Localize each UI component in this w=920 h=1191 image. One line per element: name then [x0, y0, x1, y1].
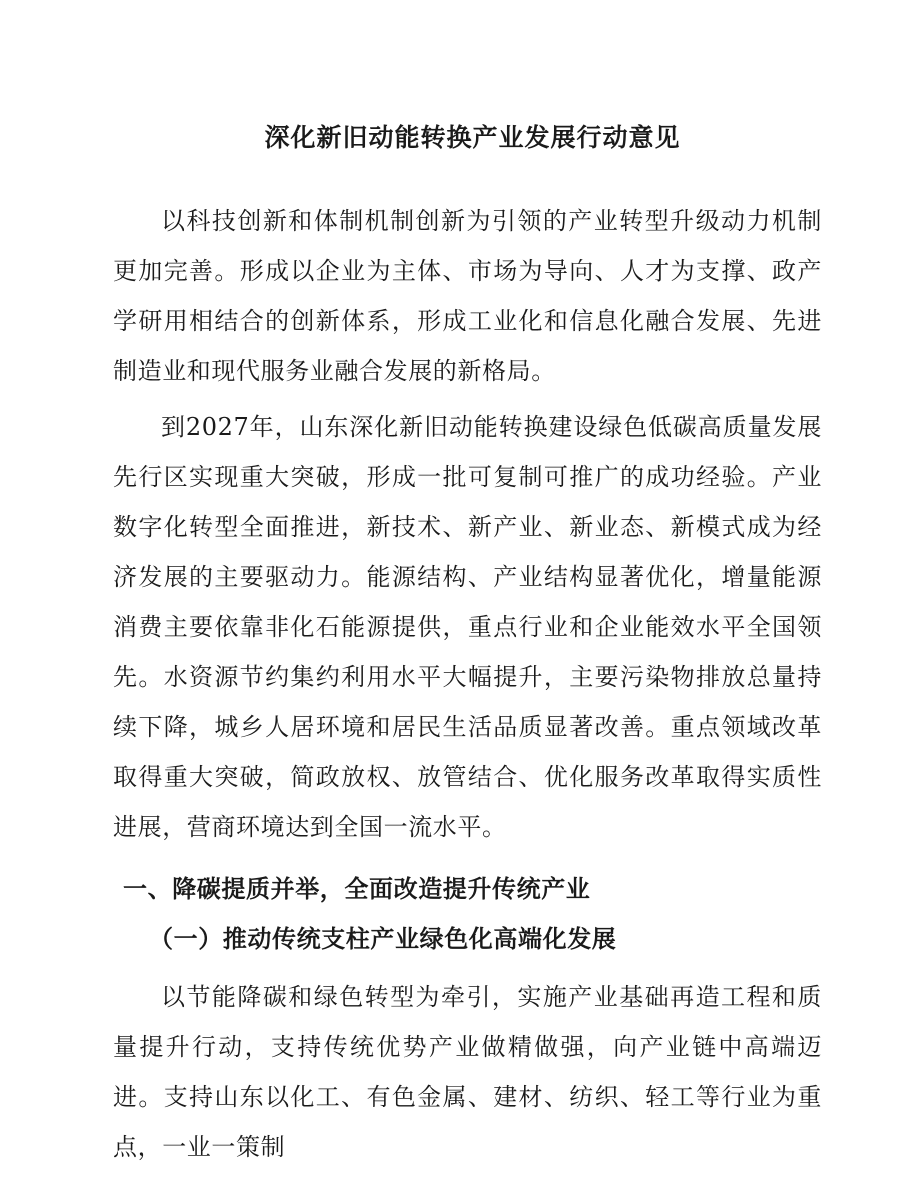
paragraph-goals: 以科技创新和体制机制创新为引领的产业转型升级动力机制更加完善。形成以企业为主体、市场为导向、人才为支撑、政产学研用相结合的创新体系，形成工业化和信息化融合发展、先进制造业和现代服务业融合发展的新格局。: [113, 207, 822, 385]
paragraph-subsection-body: 以节能降碳和绿色转型为牵引，实施产业基础再造工程和质量提升行动，支持传统优势产业做精做强，向产业链中高端迈进。支持山东以化工、有色金属、建材、纺织、轻工等行业为重点，一业一策制: [113, 983, 822, 1161]
section-heading: 一、降碳提质并举，全面改造提升传统产业: [123, 875, 591, 903]
paragraph-2027-targets: 到2027年，山东深化新旧动能转换建设绿色低碳高质量发展先行区实现重大突破，形成一批可复制可推广的成功经验。产业数字化转型全面推进，新技术、新产业、新业态、新模式成为经济发展的主要驱动力。能源结构、产业结构显著优化，增量能源消费主要依靠非化石能源提供，重点行业和企业能效水平全国领先。水资源节约集约利用水平大幅提升，主要污染物排放总量持续下降，城乡人居环境和居民生活品质显著改善。重点领域改革取得重大突破，简政放权、放管结合、优化服务改革取得实质性进展，营商环境达到全国一流水平。: [113, 413, 822, 841]
subsection-heading: （一）推动传统支柱产业绿色化高端化发展: [149, 924, 617, 953]
document-title: 深化新旧动能转换产业发展行动意见: [264, 123, 681, 152]
